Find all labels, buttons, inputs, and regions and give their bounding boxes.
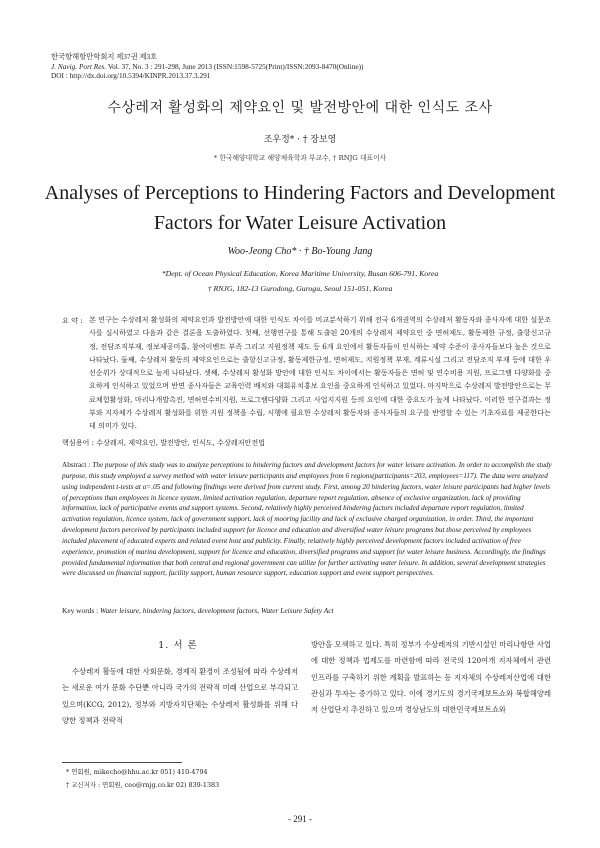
authors-ko: 조우정* · † 장보영 xyxy=(263,135,337,145)
paper-title-en xyxy=(0,178,600,238)
abstract-ko-label: 요 약 : xyxy=(62,316,83,325)
citation-details: Vol. 37, No. 3 : 291-298, June 2013 (ISSN:1598-5725(Print)/ISSN:2093-8470(Online)) xyxy=(106,61,364,71)
paper-title-ko: 수상레저 활성화의 제약요인 및 발전방안에 대한 인식도 조사 xyxy=(107,100,493,116)
journal-abbrev: J. Navig. Port Res. xyxy=(51,61,107,71)
page-number: - 291 - xyxy=(288,814,312,824)
keywords-ko: 핵심용어 : 수상레저, 제약요인, 발전방안, 인식도, 수상레저안전법 xyxy=(62,438,266,447)
keywords-en xyxy=(62,606,334,615)
title-en-line-1: Analyses of Perceptions to Hindering Factors and Development xyxy=(44,182,556,204)
affiliation-en-1: *Dept. of Ocean Physical Education, Korea Maritime University, Busan 606-791, Korea xyxy=(161,269,439,278)
journal-name-ko: 한국항해항만학회지 제37권 제3호 xyxy=(51,52,158,61)
abstract-ko-text: 본 연구는 수상레저 활성화의 제약요인과 발전방안에 대한 인식도 차이를 비교분석하기 위해 전국 6개권역의 수상레저 활동자와 종사자에 대한 설문조사를 실시하였고 다음과 같은 결론을 도출하였다. 첫째, 선행연구를 통해 도출된 20개의 수상레저 제약요인 중 면허제도, 활동제한 규정, 출항신고규정, 전담조직부재, 정보제공미흡, 참여이벤트 부족 그리고 지원정책 제도 등 6개 요인에서 활동자들이 인식하는 제약 수준이 종사자들보다 높은 것으로 나타났다. 둘째, 수상레저 활동의 제약요인으로는 출항신고규정, 활동제한규정, 면허제도, 지원정책 부재, 계류시설 그리고 전담조직 부재 등에 대한 우선순위가 상대적으로 높게 나타났다. 셋째, 수상레저 활성화 방안에 대한 인식도 차이에서는 활동자들은 면허 및 연수비용 지원, 프로그램 다양화를 중요하게 인식하고 있었으며 반면 종사자들은 교육인력 배치와 대회유치홍보 요인을 중요하게 인식하고 있었다. 마지막으로 수상레저 발전방안으로는 무료체험활성화, 마리나개발촉진, 면허연수비지원, 프로그램다양화 그리고 사업지지원 등의 요인에 대한 중요도가 높게 나타났다. 이러한 연구결과는 정부와 지자체가 수상레저 활성화를 위한 지원 정책을 수립, 시행에 필요한 수상레저 활동자와 종사자들의 요구를 반영할 수 있는 기초자료를 제공한다는데 의미가 있다. xyxy=(89,315,551,431)
body-text-left-column: 수상레저 활동에 대한 사회문화, 경제적 환경이 조성됨에 따라 수상레저는 새로운 여가 문화 수단뿐 아니라 국가의 전략적 미래 산업으로 부각되고 있으며(KCG, 2012), 정부와 지방자치단체는 수상레저 활성화를 위해 다양한 정책과 전략적 xyxy=(62,667,298,725)
footnote-divider xyxy=(62,762,182,763)
footnote-corresponding-author: † 교신저자 : 연회원, ceo@rnjg.co.kr 02) 839-1383 xyxy=(66,781,220,789)
title-en-line-2: Factors for Water Leisure Activation xyxy=(153,212,447,234)
abstract-en-text: : The purpose of this study was to analyze perceptions to hindering factors and development factors for water leisure activation. In order to accomplish the study purpose, this study employed a survey method with water leisure participants and employees from 6 regions(participants=203, employees=117). The data were analyzed using independent t-tests at α=.05 and following findings were derived from current study. First, among 20 hindering factors, water leisure participants had higher levels of perceptions than employees in licence system, limited activation regulation, departure report regulation, absence of exclusive organization, lack of providing information, lack of participative events and support systems. Second, relatively highly perceived hindering factors included departure report regulation, limited activation regulation, licence system, lack of government support, lack of mooring facility and lack of exclusive charged organization, in order. Third, the important development factors perceived by participants included support for licence and education and diversified water leisure programs but those perceived by employees included placement of educated experts and related event host and publicity. Finally, relatively highly perceived development factors included activation of free experience, promotion of marina development, support for licence and education, diversified programs and support for water leisure business. Accordingly, the findings provided fundamental information that both central and regional government can utilize for further activating water leisure. In addition, several development strategies were discussed on financial support, facility support, human resource support, education support and event support perspectives. xyxy=(62,461,552,578)
affiliation-ko: * 한국해양대학교 해양체육학과 부교수, † RNJG 대표이사 xyxy=(213,154,387,162)
authors-en: Woo-Jeong Cho* · † Bo-Young Jang xyxy=(227,246,373,257)
body-text-right-column: 방안을 모색하고 있다. 특히 정부가 수상레저의 기반시설인 마리나항만 사업에 대한 정책과 법제도를 마련함에 따라 전국의 120여개 지자체에서 관련 인프라를 구축하기 위한 계획을 발표하는 등 지자체의 수상레저산업에 대한 관심과 투자는 증가하고 있다. 이에 경기도의 경기국제보트쇼와 복합해양레저 산업단지 추진하고 있으며 경상남도의 대한민국제보트쇼와 xyxy=(311,640,551,715)
section-title-introduction: 1. 서 론 xyxy=(158,640,198,651)
journal-header xyxy=(51,52,363,81)
keywords-en-text: Water leisure, hindering factors, development factors, Water Leisure Safety Act xyxy=(99,606,334,615)
affiliation-en-2: † RNJG, 182-13 Gurodong, Gurogu, Seoul 151-051, Korea xyxy=(207,284,393,293)
doi-line: DOI : http://dx.doi.org/10.5394/KINPR.2013.37.3.291 xyxy=(51,71,211,81)
abstract-en xyxy=(62,460,553,579)
citation-line xyxy=(51,62,363,72)
abstract-en-label: Abstract xyxy=(62,461,87,469)
keywords-en-label: Key words : xyxy=(62,606,100,615)
footnote-author: * 연회원, mikecho@hhu.ac.kr 051) 410-4794 xyxy=(66,768,208,776)
